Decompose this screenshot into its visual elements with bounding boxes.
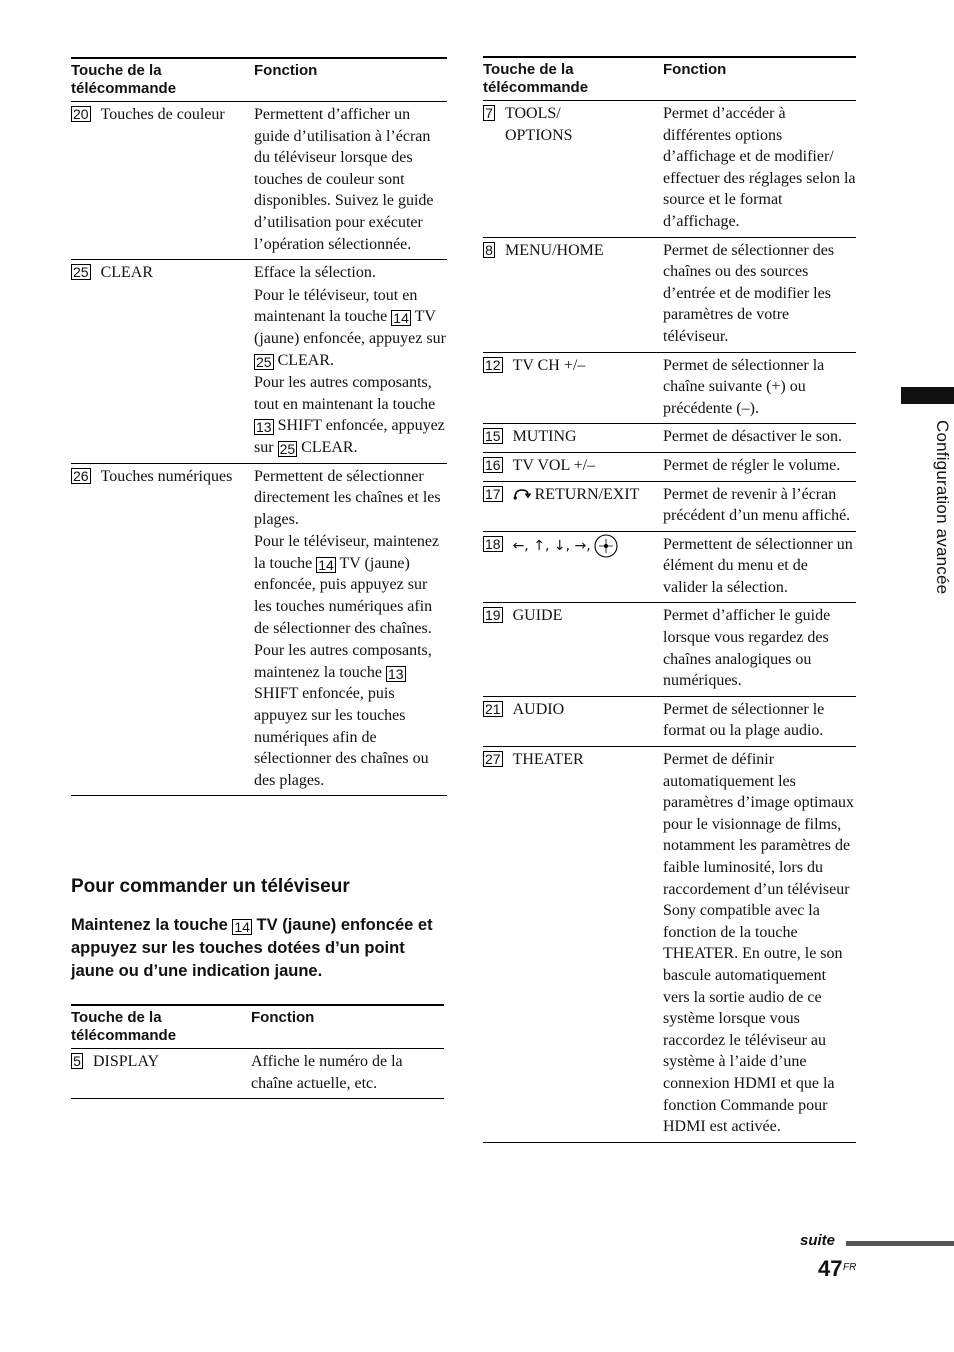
function-text: Pour les autres composants, maintenez la touche 13 SHIFT enfoncée, puis appuyez sur les touches numériques afin de sélectionner des chaînes ou des plages. (254, 642, 432, 789)
enter-target-icon (594, 534, 618, 558)
table-row (71, 102, 447, 260)
key-number: 19 (485, 607, 501, 624)
section-intro: Maintenez la touche 14 TV (jaune) enfoncée et appuyez sur les touches dotées d’un point jaune ou d’une indication jaune. (71, 916, 433, 980)
key-number: 25 (279, 440, 296, 457)
key-label: Touches de couleur (100, 106, 225, 123)
page-number: 47 (818, 1256, 843, 1281)
key-number: 5 (71, 1053, 83, 1069)
function-text: Pour les autres composants, tout en maintenant la touche 13 SHIFT enfoncée, appuyez sur 25 CLEAR. (254, 374, 445, 457)
function-text: Permet d’afficher le guide lorsque vous regardez des chaînes analogiques ou numériques. (663, 607, 831, 690)
function-text: Permet de régler le volume. (663, 456, 841, 474)
key-label: THEATER (512, 751, 584, 769)
key-number: 14 (318, 556, 334, 573)
key-number: 13 (387, 665, 404, 682)
function-text: Efface la sélection. (254, 264, 376, 282)
bottom-table (71, 1004, 444, 1099)
key-number: 13 (256, 419, 272, 436)
return-icon (513, 488, 531, 500)
key-label: MUTING (512, 428, 577, 446)
col-header-function: Fonction (254, 58, 447, 102)
key-label: CLEAR (100, 264, 154, 282)
table-row (483, 452, 856, 481)
function-text: Permet de revenir à l’écran précédent d’un menu affiché. (663, 485, 851, 525)
table-row (483, 237, 856, 352)
page-language-code: FR (843, 1262, 857, 1273)
left-table (71, 57, 447, 796)
key-label: GUIDE (512, 607, 563, 625)
function-text: Permet de sélectionner la chaîne suivante (+) ou précédente (–). (663, 356, 825, 417)
table-row (483, 424, 856, 453)
key-number: 17 (485, 485, 501, 502)
section-tab-marker (901, 387, 954, 404)
function-text: Permet de sélectionner le format ou la plage audio. (663, 700, 825, 740)
right-table (483, 56, 856, 1143)
key-label: TV VOL +/– (512, 456, 596, 474)
function-text: Pour le téléviseur, maintenez la touche 14 TV (jaune) enfoncée, puis appuyez sur les touches numériques afin de sélectionner des chaînes. (254, 533, 440, 637)
key-number: 18 (485, 535, 501, 552)
key-number: 14 (393, 310, 409, 327)
section-side-label: Configuration avancée (933, 420, 952, 595)
table-row (483, 603, 856, 696)
table-row (71, 260, 447, 463)
function-text: Permet de définir automatiquement les paramètres d’image optimaux pour le visionnage de films, notamment les paramètres de faible luminosité, lors du raccordement d’un téléviseur Sony compatible avec la fonction de la touche THEATER. En outre, le son bascule automatiquement vers la sortie audio de ce système lorsque vous raccordez le téléviseur au système à l’aide d’une connexion HDMI et que la fonction Commande pour HDMI est activée. (663, 751, 855, 1136)
function-text: Permettent d’afficher un guide d’utilisation à l’écran du téléviseur lorsque des touches de couleur sont disponibles. Suivez le guide d’utilisation pour exécuter l’opération sélectionnée. (254, 106, 434, 253)
key-number: 14 (234, 919, 250, 935)
key-number: 25 (256, 353, 272, 370)
key-label: MENU/HOME (505, 241, 604, 259)
table-row (71, 463, 447, 796)
continued-label: suite (800, 1232, 836, 1249)
key-number: 12 (485, 356, 501, 373)
table-row (71, 1049, 444, 1099)
key-number: 7 (483, 105, 495, 121)
function-text: Affiche le numéro de la chaîne actuelle, etc. (251, 1053, 403, 1092)
key-label: RETURN/EXIT (513, 484, 640, 506)
table-row (483, 101, 856, 238)
key-number: 27 (485, 751, 501, 768)
col-header-function: Fonction (251, 1005, 444, 1049)
function-text: Permet d’accéder à différentes options d’affichage et de modifier/ effectuer des réglages selon la source et le format d’affichage. (663, 105, 856, 230)
table-row (483, 747, 856, 1143)
function-text: Permet de sélectionner des chaînes ou des sources d’entrée et de modifier les paramètres de votre téléviseur. (663, 241, 835, 345)
key-label: TOOLS/ OPTIONS (505, 105, 573, 144)
function-text: Permettent de sélectionner directement les chaînes et les plages. (254, 467, 441, 528)
function-text: Pour le téléviseur, tout en maintenant la touche 14 TV (jaune) enfoncée, appuyez sur 25 CLEAR. (254, 286, 446, 370)
col-header-key: Touche de la télécommande (483, 57, 663, 101)
key-number: 25 (73, 264, 89, 281)
table-row (483, 352, 856, 424)
table-row (483, 481, 856, 531)
key-label: TV CH +/– (512, 356, 586, 374)
key-label: ←, ↑, ↓, →, (513, 534, 618, 558)
key-label: DISPLAY (93, 1053, 160, 1070)
section-title: Pour commander un téléviseur (71, 876, 350, 897)
table-row (483, 531, 856, 603)
col-header-function: Fonction (663, 57, 856, 101)
key-label: Touches numériques (100, 467, 233, 485)
key-number: 8 (483, 242, 495, 258)
col-header-key: Touche de la télécommande (71, 58, 254, 102)
key-number: 16 (485, 456, 501, 473)
table-row (483, 696, 856, 746)
key-label: AUDIO (512, 700, 565, 718)
function-text: Permet de désactiver le son. (663, 428, 843, 446)
continued-bar (846, 1241, 954, 1246)
key-number: 15 (485, 428, 501, 445)
key-number: 20 (73, 106, 89, 122)
key-number: 21 (485, 700, 501, 717)
key-number: 26 (73, 467, 89, 484)
col-header-key: Touche de la télécommande (71, 1005, 251, 1049)
function-text: Permettent de sélectionner un élément du menu et de valider la sélection. (663, 535, 853, 596)
